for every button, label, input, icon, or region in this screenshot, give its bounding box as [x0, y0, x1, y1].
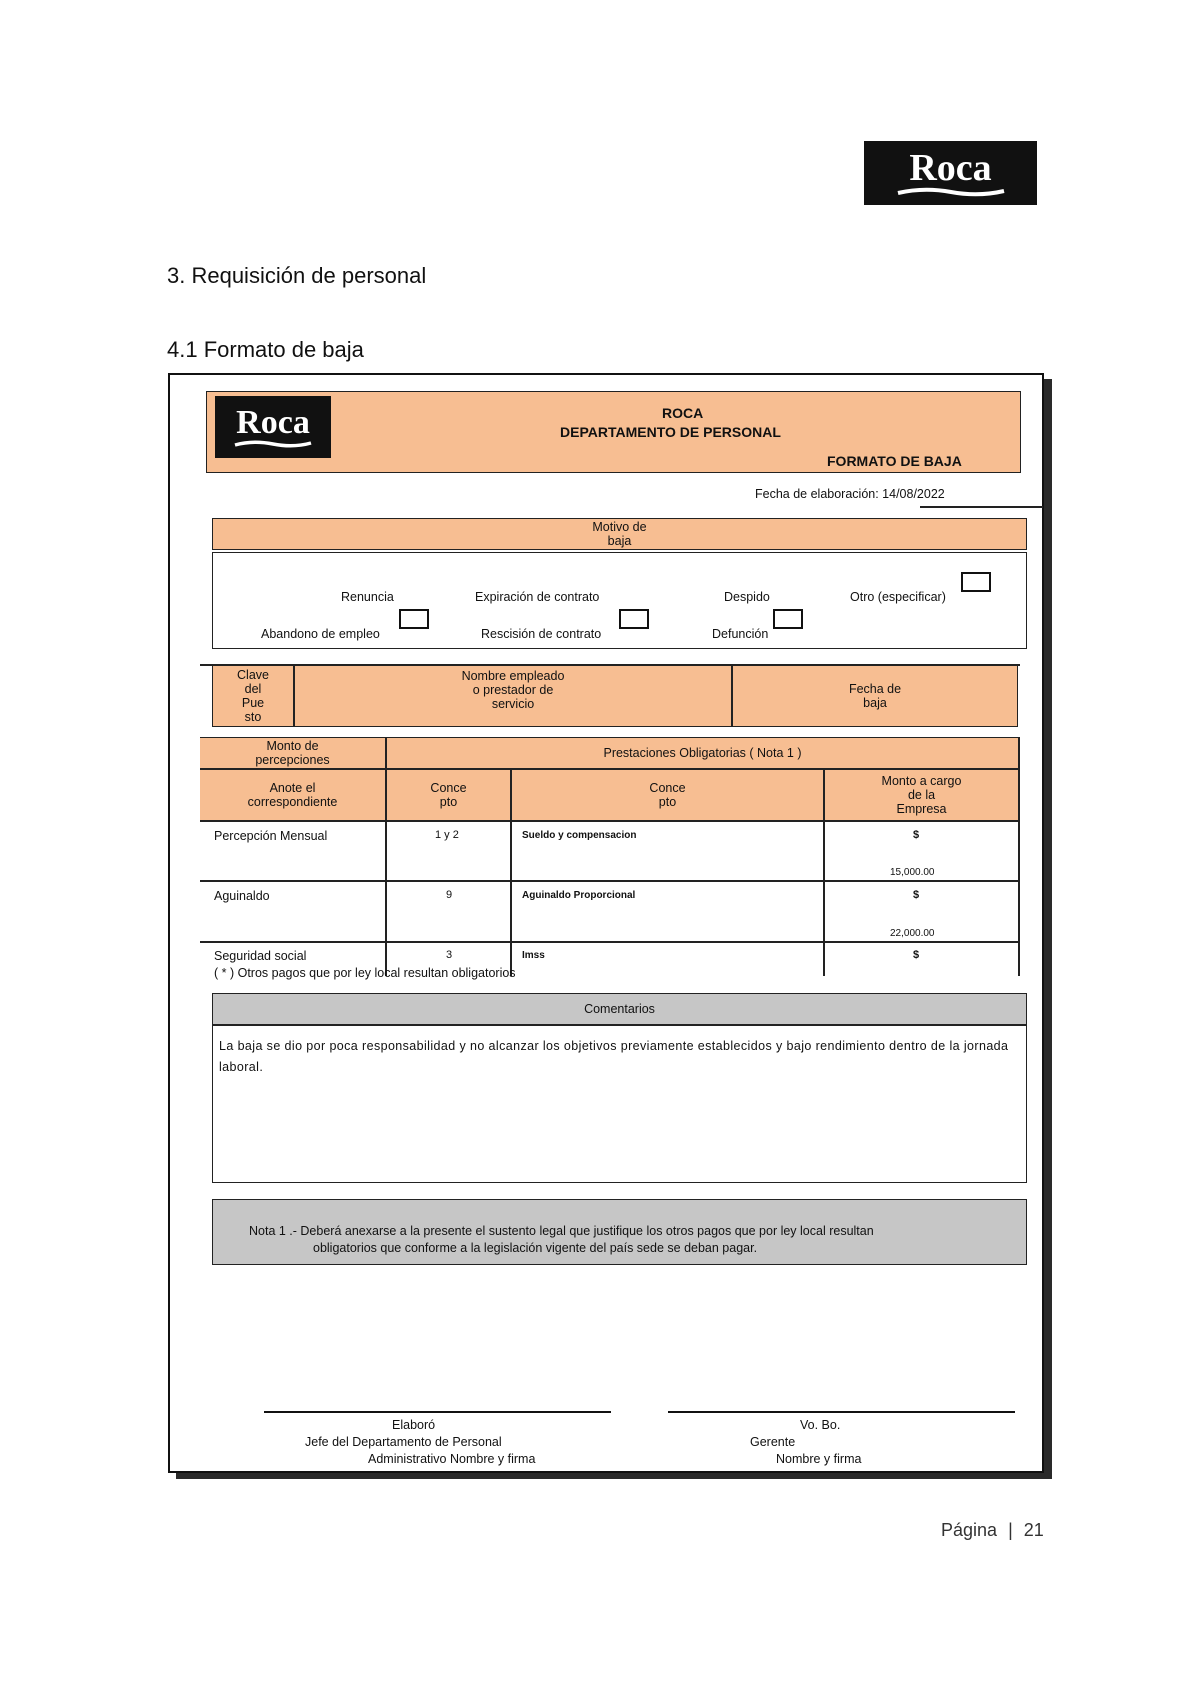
prestaciones-header [387, 738, 1018, 768]
nombre-line3: servicio [491, 697, 535, 711]
option-abandono: Abandono de empleo [261, 627, 380, 641]
row1-bottom-line [200, 880, 1020, 882]
sig-right-line3: Nombre y firma [776, 1452, 862, 1466]
grid-vline-3 [823, 769, 825, 976]
sig-right-line1: Vo. Bo. [800, 1418, 841, 1432]
motivo-title-line1: Motivo de [592, 520, 647, 534]
date-underline [920, 506, 1043, 508]
nombre-line2: o prestador de [472, 683, 554, 697]
signature-line-left [264, 1411, 611, 1413]
form-logo-wave-icon [233, 440, 313, 449]
fecha-baja-line1: Fecha de [848, 682, 902, 696]
sig-left-line1: Elaboró [392, 1418, 436, 1432]
option-expiracion: Expiración de contrato [475, 590, 600, 604]
row1-code: 1 y 2 [435, 829, 459, 841]
nota-line2: obligatorios que conforme a la legislación vigente del país sede se deban pagar. [313, 1241, 758, 1255]
option-rescision: Rescisión de contrato [481, 627, 602, 641]
concepto1-line2: pto [439, 795, 458, 809]
monto-line1: Monto de [266, 739, 319, 753]
row1-amount: 15,000.00 [890, 867, 935, 878]
row3-label: Seguridad social [214, 949, 307, 963]
anote-header [200, 770, 385, 820]
prestaciones-title: Prestaciones Obligatorias ( Nota 1 ) [603, 746, 802, 760]
checkbox-defuncion[interactable] [773, 609, 803, 629]
anote-line1: Anote el [269, 781, 316, 795]
concepto-header-1 [387, 770, 510, 820]
option-otro: Otro (especificar) [850, 590, 946, 604]
row3-code: 3 [446, 949, 453, 961]
option-renuncia: Renuncia [341, 590, 394, 604]
row2-code: 9 [446, 889, 453, 901]
nota-box [212, 1199, 1027, 1265]
form-company: ROCA [662, 405, 704, 421]
concepto2-line1: Conce [649, 781, 686, 795]
checkbox-abandono[interactable] [399, 609, 429, 629]
comentarios-box [212, 1025, 1027, 1183]
comentarios-title: Comentarios [584, 1002, 655, 1016]
row2-label: Aguinaldo [214, 889, 270, 903]
fecha-baja-header [731, 666, 1017, 726]
form-logo-text: Roca [236, 403, 310, 441]
monto-cargo-line1: Monto a cargo [881, 774, 962, 788]
employee-row-top-line [200, 664, 1020, 666]
nombre-line1: Nombre empleado [461, 669, 565, 683]
sig-right-line2: Gerente [750, 1435, 796, 1449]
monto-percepciones-header [200, 738, 385, 768]
fecha-baja-line2: baja [863, 696, 887, 710]
nombre-header [295, 666, 731, 714]
monto-line2: percepciones [255, 753, 330, 767]
motivo-options [212, 552, 1027, 649]
clave-line1: Clave [237, 668, 269, 682]
roca-logo [864, 141, 1037, 205]
monto-cargo-header [825, 770, 1018, 820]
anote-line2: correspondiente [247, 795, 338, 809]
otros-pagos-note: ( * ) Otros pagos que por ley local resultan obligatorios [214, 966, 516, 980]
option-despido: Despido [724, 590, 770, 604]
form-logo [215, 396, 331, 458]
concepto1-line1: Conce [430, 781, 467, 795]
section-heading-formato-baja: 4.1 Formato de baja [167, 337, 364, 362]
clave-line4: sto [244, 710, 262, 724]
checkbox-otro[interactable] [961, 572, 991, 592]
row3-currency: $ [913, 949, 920, 961]
page-label: Página [941, 1520, 998, 1540]
monto-cargo-line3: Empresa [896, 802, 947, 816]
row2-amount: 22,000.00 [890, 928, 935, 939]
comentarios-text: La baja se dio por poca responsabilidad y no alcanzar los objetivos previamente establecidos y bajo rendimiento dentro de la jornada laboral. [219, 1039, 1009, 1074]
row2-bottom-line [200, 941, 1020, 943]
row2-concept: Aguinaldo Proporcional [522, 890, 636, 901]
nota-line1: Nota 1 .- Deberá anexarse a la presente el sustento legal que justifique los otros pagos que por ley local resultan [249, 1224, 874, 1238]
logo-wave-icon [896, 187, 1006, 197]
form-department: DEPARTAMENTO DE PERSONAL [560, 424, 781, 440]
row1-currency: $ [913, 829, 920, 841]
section-heading-requisicion: 3. Requisición de personal [167, 263, 427, 288]
concepto-header-2 [512, 770, 823, 820]
row1-concept: Sueldo y compensacion [522, 830, 637, 841]
row1-label: Percepción Mensual [214, 829, 328, 843]
clave-line2: del [244, 682, 262, 696]
motivo-header [212, 518, 1027, 550]
clave-line3: Pue [241, 696, 265, 710]
fecha-elaboracion: Fecha de elaboración: 14/08/2022 [755, 487, 945, 501]
employee-header-row [212, 665, 1018, 727]
concepto2-line2: pto [658, 795, 677, 809]
motivo-title-line2: baja [607, 534, 632, 548]
option-defuncion: Defunción [712, 627, 769, 641]
logo-text: Roca [909, 147, 992, 189]
comentarios-header [212, 993, 1027, 1025]
clave-header [213, 666, 295, 726]
monto-cargo-line2: de la [907, 788, 936, 802]
sig-left-line2: Jefe del Departamento de Personal [305, 1435, 502, 1449]
sig-left-line3: Administrativo Nombre y firma [368, 1452, 536, 1466]
signature-line-right [668, 1411, 1015, 1413]
checkbox-rescision[interactable] [619, 609, 649, 629]
header-bottom-line [200, 820, 1020, 822]
page-footer: Página | 21 [941, 1520, 1044, 1540]
page-number: 21 [1023, 1520, 1044, 1540]
grid-vline-2 [510, 769, 512, 976]
form-header [206, 391, 1021, 473]
row3-concept: Imss [522, 950, 545, 961]
formato-de-baja-form [168, 373, 1044, 1473]
form-title: FORMATO DE BAJA [827, 453, 962, 469]
row2-currency: $ [913, 889, 920, 901]
